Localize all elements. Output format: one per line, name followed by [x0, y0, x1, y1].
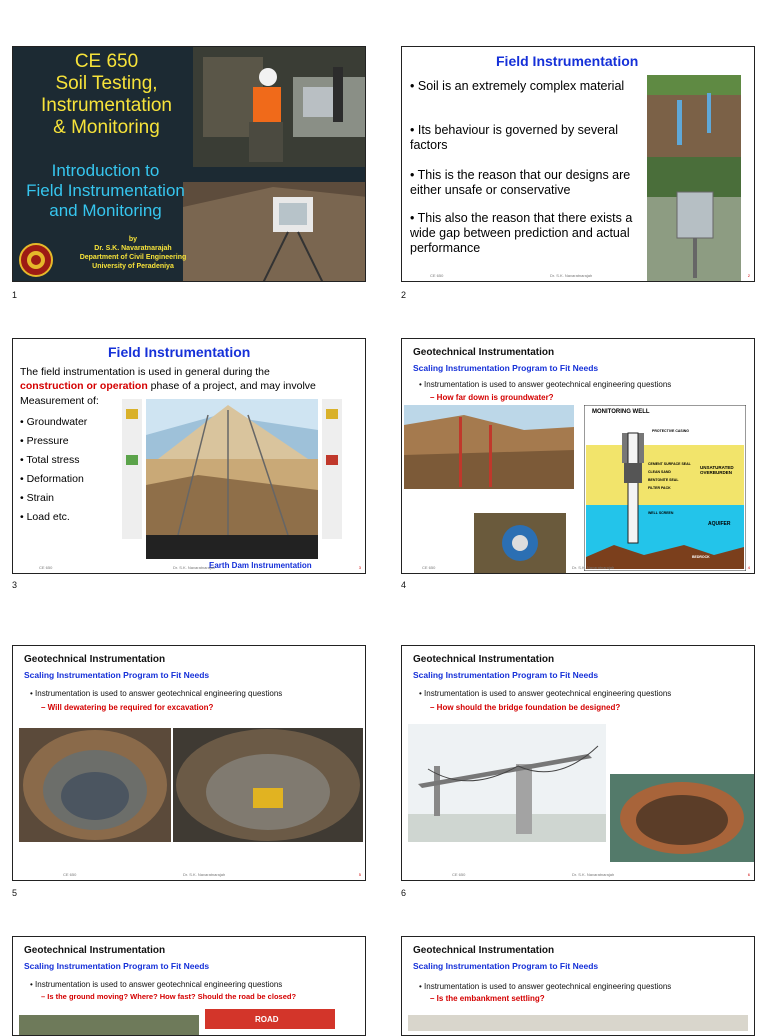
subtitle-line: Introduction to — [51, 161, 160, 180]
intro-text: The field instrumentation is used in general during the construction or operation phase of a project, and may involve — [20, 366, 316, 392]
slide-6[interactable] — [401, 645, 755, 881]
list-item: • Deformation — [20, 473, 84, 485]
slide-heading: Geotechnical Instrumentation — [413, 347, 555, 358]
footer-course: CE 650 — [63, 872, 77, 877]
slide-1[interactable] — [12, 46, 366, 282]
footer-course: CE 650 — [422, 565, 436, 570]
well-label: UNSATURATED OVERBURDEN — [700, 465, 734, 475]
footer-author: Dr. S.K. Navaratnarajah — [572, 565, 615, 570]
bullet: • This also the reason that there exists a wide gap between prediction and actual performance — [410, 211, 633, 255]
embankment-photo — [408, 1015, 748, 1031]
well-label: WELL SCREEN — [648, 511, 674, 515]
well-label: BENTONITE SEAL — [648, 478, 679, 482]
measure-list — [20, 413, 87, 527]
bullet: • This is the reason that our designs are either unsafe or conservative — [410, 168, 631, 197]
slide-subheading: Scaling Instrumentation Program to Fit Needs — [24, 961, 210, 971]
well-label: FILTER PACK — [648, 486, 671, 490]
slide-subheading: Scaling Instrumentation Program to Fit Needs — [413, 363, 599, 373]
excavation-shaft-photo — [19, 728, 171, 842]
slide-heading: Geotechnical Instrumentation — [413, 654, 555, 665]
instrument-box-photo — [647, 157, 741, 281]
subtitle-line: and Monitoring — [49, 201, 162, 220]
title-line: CE 650 — [74, 51, 139, 72]
slide-8[interactable] — [401, 936, 755, 1036]
slide-heading: Geotechnical Instrumentation — [24, 945, 166, 956]
road-sign — [205, 1009, 335, 1029]
slide-4[interactable] — [401, 338, 755, 574]
department: Department of Civil Engineering — [79, 254, 187, 261]
slide-number: 3 — [12, 580, 18, 590]
slide-number: 6 — [401, 888, 407, 898]
university-logo — [19, 243, 53, 277]
footer-author: Dr. S.K. Navaratnarajah — [183, 872, 226, 877]
data-logger-photo — [474, 513, 566, 573]
slide-2[interactable] — [401, 46, 755, 282]
slide-heading: Geotechnical Instrumentation — [413, 945, 555, 956]
subtitle-line: Field Instrumentation — [26, 181, 185, 200]
highlight-phrase: construction or operation — [20, 380, 148, 392]
question: – Is the ground moving? Where? How fast? Should the road be closed? — [41, 992, 297, 1001]
question: – Is the embankment settling? — [430, 994, 545, 1003]
bullet: • Instrumentation is used to answer geotechnical engineering questions — [419, 689, 672, 698]
slide-number: 2 — [401, 290, 407, 300]
list-item: • Groundwater — [20, 416, 88, 428]
slide-number: 4 — [401, 580, 407, 590]
slide-subheading: Scaling Instrumentation Program to Fit Needs — [24, 670, 210, 680]
by-label: by — [128, 236, 138, 243]
page-number: 6 — [747, 872, 750, 877]
slide-title: Field Instrumentation — [496, 53, 639, 69]
footer-author: Dr. S.K. Navaratnarajah — [173, 565, 216, 570]
cofferdam-photo — [610, 774, 754, 862]
well-title: MONITORING WELL — [592, 409, 650, 415]
list-item: • Load etc. — [20, 511, 70, 523]
footer-author: Dr. S.K. Navaratnarajah — [572, 872, 615, 877]
footer-course: CE 650 — [452, 872, 466, 877]
well-label: CLEAN SAND — [648, 470, 671, 474]
slide-number: 5 — [12, 888, 18, 898]
slide-7[interactable] — [12, 936, 366, 1036]
excavator-shaft-photo — [173, 728, 363, 842]
diagram-caption: Earth Dam Instrumentation — [209, 561, 312, 570]
well-label: PROTECTIVE CASING — [652, 429, 689, 433]
footer-author: Dr. S.K. Navaratnarajah — [550, 273, 593, 278]
slide-3[interactable] — [12, 338, 366, 574]
bullet: • Instrumentation is used to answer geotechnical engineering questions — [419, 380, 672, 389]
title-line: Instrumentation — [41, 95, 172, 116]
lecture-title — [13, 161, 198, 221]
footer-course: CE 650 — [39, 565, 53, 570]
earth-dam-diagram — [118, 395, 343, 563]
bridge-model-image — [408, 724, 606, 842]
footer-course: CE 650 — [430, 273, 444, 278]
question: – Will dewatering be required for excavation? — [41, 703, 214, 712]
author-name: Dr. S.K. Navaratnarajah — [94, 245, 172, 252]
bullet: • Instrumentation is used to answer geotechnical engineering questions — [30, 689, 283, 698]
slide-heading: Geotechnical Instrumentation — [24, 654, 166, 665]
title-line: Soil Testing, — [55, 73, 158, 94]
page-number: 3 — [358, 565, 361, 570]
question: – How far down is groundwater? — [430, 393, 554, 402]
title-line: & Monitoring — [53, 117, 160, 138]
bullet: • Its behaviour is governed by several factors — [410, 123, 618, 152]
well-label: AQUIFER — [708, 521, 731, 527]
groundwater-section-diagram — [404, 405, 574, 489]
list-item: • Pressure — [20, 435, 69, 447]
field-site-photo — [647, 75, 741, 157]
course-title — [19, 51, 194, 139]
slide-title: Field Instrumentation — [108, 344, 251, 360]
university: University of Peradeniya — [92, 263, 174, 270]
road-sign-text: ROAD — [255, 1015, 279, 1024]
slide-subheading: Scaling Instrumentation Program to Fit Needs — [413, 670, 599, 680]
slide-5[interactable] — [12, 645, 366, 881]
measure-label: Measurement of: — [20, 395, 99, 407]
page-number: 2 — [747, 273, 750, 278]
well-label: CEMENT SURFACE SEAL — [648, 462, 691, 466]
landslide-photo — [19, 1015, 199, 1035]
bullet: • Instrumentation is used to answer geotechnical engineering questions — [419, 982, 672, 991]
bullet: • Instrumentation is used to answer geotechnical engineering questions — [30, 980, 283, 989]
slide-subheading: Scaling Instrumentation Program to Fit Needs — [413, 961, 599, 971]
author-block — [53, 235, 213, 271]
list-item: • Total stress — [20, 454, 80, 466]
list-item: • Strain — [20, 492, 55, 504]
page-number: 5 — [358, 872, 361, 877]
slide-number: 1 — [12, 290, 18, 300]
question: – How should the bridge foundation be designed? — [430, 703, 621, 712]
page-number: 4 — [747, 565, 750, 570]
bullet: • Soil is an extremely complex material — [410, 79, 625, 93]
well-label: BEDROCK — [692, 555, 710, 559]
